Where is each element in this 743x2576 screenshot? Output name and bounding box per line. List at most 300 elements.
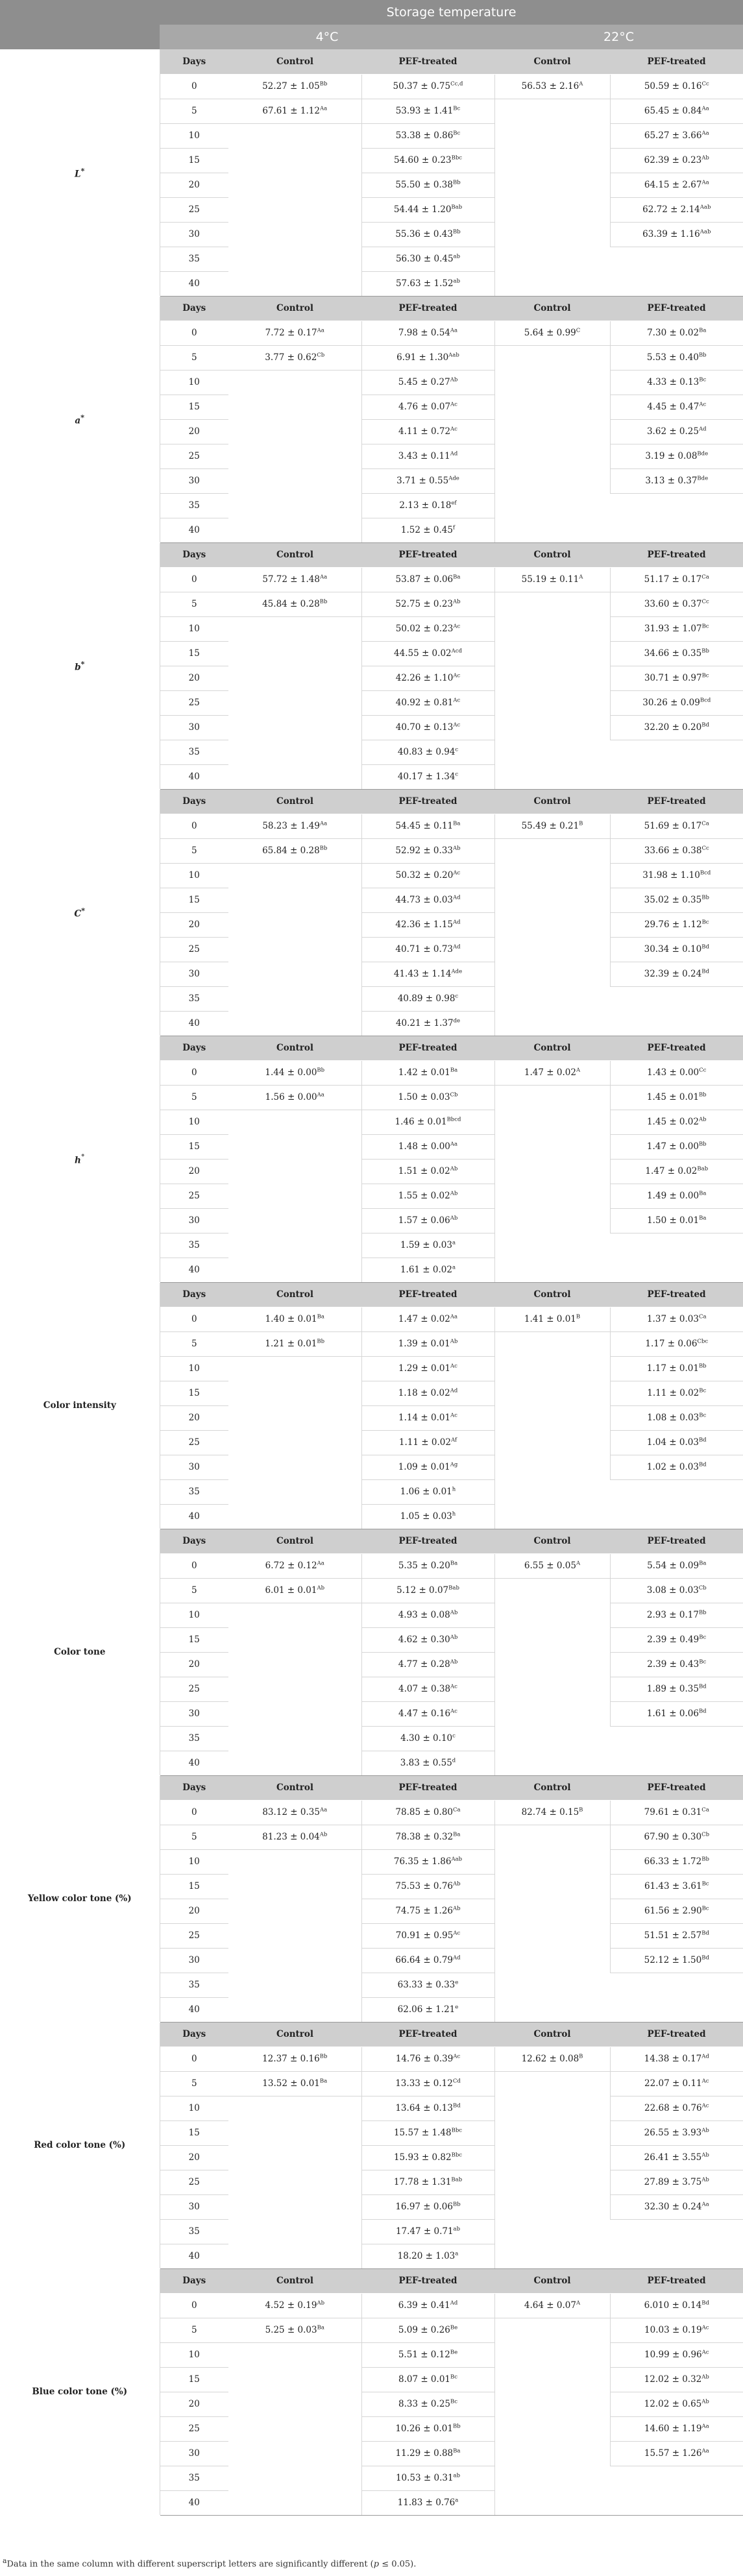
day-cell: 30 bbox=[160, 962, 228, 986]
p4-value-cell bbox=[361, 2342, 494, 2367]
day-cell: 30 bbox=[160, 1208, 228, 1233]
p4-value-cell bbox=[361, 1701, 494, 1726]
c4-value: 83.12 ± 0.35 bbox=[262, 1807, 320, 1817]
p4-value-cell bbox=[361, 888, 494, 912]
c22-value: 5.64 ± 0.99 bbox=[524, 328, 576, 338]
p4-value: 1.42 ± 0.01 bbox=[398, 1067, 450, 1078]
day-cell: 0 bbox=[160, 1307, 228, 1331]
day-cell: 5 bbox=[160, 1331, 228, 1356]
p22-significance: Bc bbox=[699, 1412, 707, 1419]
p4-significance: Ab bbox=[450, 1165, 458, 1173]
pef-22c-empty-cell bbox=[610, 493, 743, 542]
c22-significance: B bbox=[576, 1313, 581, 1320]
p22-value: 1.37 ± 0.03 bbox=[646, 1314, 699, 1324]
control-22c-column-header: Control bbox=[494, 1282, 610, 1307]
p22-value: 3.08 ± 0.03 bbox=[646, 1585, 699, 1596]
p4-value: 5.09 ± 0.26 bbox=[398, 2325, 450, 2335]
p4-value: 66.64 ± 0.79 bbox=[395, 1955, 453, 1965]
day-cell: 10 bbox=[160, 1110, 228, 1134]
pef-4c-column-header: PEF-treated bbox=[361, 49, 494, 74]
p4-value-cell bbox=[361, 1184, 494, 1208]
day-cell: 10 bbox=[160, 123, 228, 148]
p4-value-cell bbox=[361, 2416, 494, 2441]
p4-value-cell bbox=[361, 370, 494, 395]
p4-significance: ab bbox=[453, 2472, 461, 2479]
p4-value-cell bbox=[361, 419, 494, 444]
p22-significance: Cb bbox=[698, 1585, 707, 1592]
control-4c-empty-cell bbox=[228, 1110, 361, 1282]
p4-value: 13.64 ± 0.13 bbox=[395, 2103, 453, 2113]
day-cell: 5 bbox=[160, 345, 228, 370]
p4-value: 40.70 ± 0.13 bbox=[395, 722, 454, 733]
p4-significance: de bbox=[453, 1017, 461, 1025]
p22-value-cell bbox=[610, 74, 743, 99]
p22-value: 32.30 ± 0.24 bbox=[644, 2202, 702, 2212]
p4-value: 7.98 ± 0.54 bbox=[398, 328, 450, 338]
day-cell: 0 bbox=[160, 1060, 228, 1085]
day-cell: 35 bbox=[160, 1233, 228, 1258]
p22-value: 30.34 ± 0.10 bbox=[644, 944, 702, 954]
control-4c-empty-cell bbox=[228, 1603, 361, 1775]
p22-significance: Ab bbox=[701, 2127, 709, 2134]
p4-significance: Ba bbox=[450, 1067, 458, 1074]
p4-significance: Bab bbox=[451, 204, 463, 211]
day-cell: 40 bbox=[160, 271, 228, 296]
c4-significance: Aa bbox=[317, 1091, 324, 1099]
p4-significance: Bc bbox=[450, 2398, 458, 2405]
p4-significance: Bb bbox=[452, 2201, 461, 2208]
p4-significance: Aab bbox=[448, 352, 459, 359]
p22-value-cell bbox=[610, 1085, 743, 1110]
c4-significance: Bb bbox=[319, 845, 328, 852]
p22-significance: Bcd bbox=[700, 869, 711, 877]
p4-value-cell bbox=[361, 2441, 494, 2466]
p22-value-cell bbox=[610, 345, 743, 370]
pef-4c-column-header: PEF-treated bbox=[361, 2022, 494, 2047]
p22-significance: Cb bbox=[701, 1831, 710, 1838]
p4-value: 1.06 ± 0.01 bbox=[400, 1487, 452, 1497]
day-cell: 35 bbox=[160, 1479, 228, 1504]
p4-significance: Cb bbox=[450, 1091, 458, 1099]
parameter-label bbox=[0, 1775, 160, 2022]
day-cell: 0 bbox=[160, 1800, 228, 1825]
day-cell: 35 bbox=[160, 1973, 228, 1997]
p22-value: 27.89 ± 3.75 bbox=[644, 2177, 702, 2187]
p4-significance: h bbox=[452, 1486, 456, 1493]
control-22c-empty-cell bbox=[494, 2318, 610, 2515]
p22-value-cell bbox=[610, 99, 743, 123]
parameter-name: a bbox=[75, 415, 81, 426]
p22-value-cell bbox=[610, 1825, 743, 1849]
p22-value-cell bbox=[610, 962, 743, 986]
p22-value-cell bbox=[610, 567, 743, 592]
p22-value: 26.55 ± 3.93 bbox=[644, 2128, 702, 2138]
day-cell: 40 bbox=[160, 1751, 228, 1775]
p4-significance: Bb bbox=[452, 2423, 461, 2430]
day-cell: 10 bbox=[160, 1356, 228, 1381]
p22-significance: Ac bbox=[701, 2078, 709, 2085]
c22-value-cell bbox=[494, 2293, 610, 2318]
day-cell: 30 bbox=[160, 2194, 228, 2219]
day-cell: 30 bbox=[160, 468, 228, 493]
day-cell: 30 bbox=[160, 2441, 228, 2466]
p4-significance: Ac bbox=[453, 697, 461, 704]
p22-value: 10.03 ± 0.19 bbox=[644, 2325, 702, 2335]
p4-value: 78.38 ± 0.32 bbox=[395, 1832, 454, 1842]
parameter-name-superscript: ° bbox=[80, 1152, 85, 1161]
p4-value-cell bbox=[361, 173, 494, 197]
p22-value-cell bbox=[610, 468, 743, 493]
p4-value: 41.43 ± 1.14 bbox=[393, 969, 452, 979]
p22-significance: Bb bbox=[698, 1141, 707, 1148]
c22-value-cell bbox=[494, 1553, 610, 1578]
p4-value: 1.47 ± 0.02 bbox=[398, 1314, 450, 1324]
pef-4c-column-header: PEF-treated bbox=[361, 542, 494, 567]
p22-significance: Bd bbox=[698, 1461, 707, 1468]
p4-value-cell bbox=[361, 1997, 494, 2022]
p22-value: 1.47 ± 0.00 bbox=[646, 1141, 699, 1152]
p22-value-cell bbox=[610, 1184, 743, 1208]
p22-value: 2.93 ± 0.17 bbox=[646, 1610, 699, 1620]
p22-significance: Bb bbox=[701, 648, 709, 655]
day-cell: 0 bbox=[160, 1553, 228, 1578]
p4-value: 4.62 ± 0.30 bbox=[398, 1634, 450, 1645]
day-cell: 25 bbox=[160, 690, 228, 715]
p4-value: 3.43 ± 0.11 bbox=[398, 451, 450, 461]
p22-significance: Bc bbox=[699, 1387, 707, 1394]
p4-value-cell bbox=[361, 2219, 494, 2244]
p4-value: 40.17 ± 1.34 bbox=[397, 772, 456, 782]
p4-value-cell bbox=[361, 1677, 494, 1701]
day-cell: 15 bbox=[160, 1874, 228, 1899]
p22-value: 61.43 ± 3.61 bbox=[644, 1881, 702, 1891]
day-cell: 10 bbox=[160, 2342, 228, 2367]
p22-value: 2.39 ± 0.43 bbox=[647, 1659, 700, 1670]
p22-value-cell bbox=[610, 1677, 743, 1701]
c4-value: 67.61 ± 1.12 bbox=[262, 106, 320, 116]
p4-value-cell bbox=[361, 2170, 494, 2194]
p4-value-cell bbox=[361, 1973, 494, 1997]
p22-value-cell bbox=[610, 1430, 743, 1455]
day-cell: 5 bbox=[160, 838, 228, 863]
c22-value-cell bbox=[494, 321, 610, 345]
p22-significance: Bd bbox=[701, 1930, 709, 1937]
days-column-header: Days bbox=[160, 49, 228, 74]
p4-value: 2.13 ± 0.18 bbox=[399, 500, 452, 511]
c4-significance: Aa bbox=[319, 820, 328, 827]
day-cell: 25 bbox=[160, 2170, 228, 2194]
p22-value: 31.93 ± 1.07 bbox=[644, 624, 702, 634]
c4-value-cell bbox=[228, 2318, 361, 2342]
p4-value: 5.45 ± 0.27 bbox=[398, 377, 450, 387]
footnote-text-suffix: ≤ 0.05). bbox=[379, 2559, 417, 2570]
p22-significance: Bc bbox=[701, 919, 709, 926]
c22-significance: A bbox=[576, 2300, 581, 2307]
p22-value: 30.71 ± 0.97 bbox=[644, 673, 702, 683]
control-22c-empty-cell bbox=[494, 99, 610, 296]
p4-significance: Ba bbox=[453, 2448, 461, 2455]
p4-significance: Bbc bbox=[451, 2127, 463, 2134]
p4-significance: Bc bbox=[450, 2374, 458, 2381]
pef-22c-empty-cell bbox=[610, 1726, 743, 1775]
control-22c-empty-cell bbox=[494, 838, 610, 1036]
c4-significance: Bb bbox=[317, 1338, 325, 1345]
c4-significance: Ba bbox=[319, 2078, 328, 2085]
c4-value: 65.84 ± 0.28 bbox=[262, 845, 320, 856]
p22-value: 26.41 ± 3.55 bbox=[644, 2152, 702, 2163]
parameter-name-superscript: * bbox=[80, 659, 85, 668]
p22-value: 1.17 ± 0.01 bbox=[646, 1363, 699, 1374]
p22-value-cell bbox=[610, 321, 743, 345]
parameter-subheader-row bbox=[0, 1775, 743, 1800]
parameter-subheader-row bbox=[0, 1529, 743, 1553]
p22-value-cell bbox=[610, 197, 743, 222]
day-cell: 20 bbox=[160, 2145, 228, 2170]
c4-value: 1.21 ± 0.01 bbox=[265, 1339, 317, 1349]
control-22c-empty-cell bbox=[494, 1825, 610, 2022]
header-blank-cell bbox=[0, 0, 160, 25]
day-cell: 15 bbox=[160, 1134, 228, 1159]
p4-value-cell bbox=[361, 2466, 494, 2490]
p4-value: 11.83 ± 0.76 bbox=[397, 2497, 456, 2508]
p22-value-cell bbox=[610, 838, 743, 863]
p4-significance: Bb bbox=[452, 179, 461, 186]
p4-value-cell bbox=[361, 1430, 494, 1455]
p22-significance: Cbc bbox=[697, 1338, 709, 1345]
p4-value-cell bbox=[361, 2120, 494, 2145]
day-cell: 30 bbox=[160, 1701, 228, 1726]
p4-value-cell bbox=[361, 1726, 494, 1751]
c22-significance: B bbox=[579, 2053, 583, 2060]
p4-value: 1.59 ± 0.03 bbox=[400, 1240, 452, 1250]
p22-value: 1.43 ± 0.00 bbox=[647, 1067, 700, 1078]
p4-value-cell bbox=[361, 1110, 494, 1134]
p22-value-cell bbox=[610, 641, 743, 666]
parameter-label bbox=[0, 2268, 160, 2515]
day-cell: 25 bbox=[160, 1677, 228, 1701]
c4-significance: Aa bbox=[319, 1806, 328, 1814]
p4-value-cell bbox=[361, 838, 494, 863]
p4-significance: Ba bbox=[450, 1560, 458, 1567]
days-column-header: Days bbox=[160, 2022, 228, 2047]
p22-significance: Bb bbox=[698, 352, 707, 359]
pef-4c-column-header: PEF-treated bbox=[361, 789, 494, 814]
p22-significance: Ab bbox=[701, 2398, 709, 2405]
pef-22c-column-header: PEF-treated bbox=[610, 1036, 743, 1060]
day-cell: 35 bbox=[160, 2219, 228, 2244]
pef-4c-column-header: PEF-treated bbox=[361, 1282, 494, 1307]
p4-value-cell bbox=[361, 1874, 494, 1899]
day-cell: 40 bbox=[160, 2244, 228, 2268]
p4-significance: c bbox=[452, 1732, 456, 1740]
c4-value-cell bbox=[228, 1825, 361, 1849]
control-4c-column-header: Control bbox=[228, 49, 361, 74]
p22-significance: Bd bbox=[701, 968, 709, 975]
p22-value: 51.51 ± 2.57 bbox=[644, 1930, 702, 1941]
day-cell: 10 bbox=[160, 1603, 228, 1627]
p22-significance: Ca bbox=[698, 1313, 707, 1320]
c4-value-cell bbox=[228, 592, 361, 616]
c4-value-cell bbox=[228, 99, 361, 123]
temp-22c-header: 22°C bbox=[494, 25, 743, 49]
c4-value: 7.72 ± 0.17 bbox=[265, 328, 317, 338]
c4-value: 4.52 ± 0.19 bbox=[265, 2300, 317, 2311]
p22-significance: Ba bbox=[699, 1215, 707, 1222]
day-cell: 5 bbox=[160, 99, 228, 123]
control-4c-empty-cell bbox=[228, 370, 361, 542]
parameter-label bbox=[0, 2022, 160, 2268]
p22-value-cell bbox=[610, 2367, 743, 2392]
p4-value-cell bbox=[361, 1899, 494, 1923]
p22-value: 1.50 ± 0.01 bbox=[647, 1215, 700, 1226]
p22-value: 65.27 ± 3.66 bbox=[644, 130, 702, 141]
p22-significance: Bc bbox=[699, 376, 707, 383]
day-cell: 20 bbox=[160, 1652, 228, 1677]
day-cell: 10 bbox=[160, 616, 228, 641]
table-footnote bbox=[3, 2557, 416, 2569]
control-22c-column-header: Control bbox=[494, 789, 610, 814]
p4-significance: Ac bbox=[453, 2053, 461, 2060]
c22-value: 1.47 ± 0.02 bbox=[524, 1067, 576, 1078]
p4-value-cell bbox=[361, 986, 494, 1011]
pef-22c-column-header: PEF-treated bbox=[610, 1282, 743, 1307]
p4-significance: Aa bbox=[450, 1313, 458, 1320]
c22-value-cell bbox=[494, 814, 610, 838]
days-column-header: Days bbox=[160, 1282, 228, 1307]
parameter-name: Blue color tone (%) bbox=[32, 2387, 128, 2397]
p4-value-cell bbox=[361, 123, 494, 148]
parameter-label bbox=[0, 296, 160, 542]
p4-significance: Aa bbox=[450, 1141, 458, 1148]
p22-value: 33.60 ± 0.37 bbox=[644, 599, 702, 609]
p22-significance: Ab bbox=[701, 2374, 709, 2381]
day-cell: 25 bbox=[160, 2416, 228, 2441]
control-22c-empty-cell bbox=[494, 345, 610, 542]
p4-value-cell bbox=[361, 468, 494, 493]
p4-value-cell bbox=[361, 2244, 494, 2268]
p4-value-cell bbox=[361, 863, 494, 888]
c22-value-cell bbox=[494, 567, 610, 592]
day-cell: 5 bbox=[160, 592, 228, 616]
p4-significance: Ad bbox=[453, 943, 461, 951]
p22-significance: Ac bbox=[701, 2324, 709, 2331]
p22-significance: Bde bbox=[697, 475, 709, 482]
pef-22c-column-header: PEF-treated bbox=[610, 789, 743, 814]
p4-significance: Bbcd bbox=[446, 1116, 461, 1123]
storage-temperature-header: Storage temperature bbox=[160, 0, 743, 25]
p22-value: 3.13 ± 0.37 bbox=[645, 476, 698, 486]
p22-significance: Ba bbox=[699, 1190, 707, 1197]
p4-value-cell bbox=[361, 1233, 494, 1258]
p4-value: 76.35 ± 1.86 bbox=[393, 1856, 452, 1867]
days-column-header: Days bbox=[160, 789, 228, 814]
p4-value-cell bbox=[361, 567, 494, 592]
p22-value: 5.53 ± 0.40 bbox=[646, 352, 699, 363]
p22-value: 1.08 ± 0.03 bbox=[647, 1413, 700, 1423]
day-cell: 15 bbox=[160, 1381, 228, 1405]
day-cell: 15 bbox=[160, 2367, 228, 2392]
parameter-label bbox=[0, 1282, 160, 1529]
parameter-label bbox=[0, 542, 160, 789]
p22-value: 52.12 ± 1.50 bbox=[644, 1955, 702, 1965]
p22-value-cell bbox=[610, 1405, 743, 1430]
p4-significance: ef bbox=[451, 500, 457, 507]
p4-significance: Ad bbox=[453, 894, 461, 901]
day-cell: 5 bbox=[160, 2318, 228, 2342]
p4-value-cell bbox=[361, 616, 494, 641]
p4-significance: Ade bbox=[448, 475, 459, 482]
p22-significance: Ad bbox=[698, 426, 707, 433]
parameter-subheader-row bbox=[0, 1282, 743, 1307]
p22-value: 1.45 ± 0.01 bbox=[646, 1092, 699, 1102]
c22-significance: B bbox=[579, 820, 583, 827]
p4-significance: a bbox=[455, 2497, 459, 2504]
p22-significance: Ac bbox=[699, 401, 707, 408]
day-cell: 40 bbox=[160, 518, 228, 542]
c22-significance: B bbox=[579, 1806, 583, 1814]
p22-value-cell bbox=[610, 419, 743, 444]
c22-value: 56.53 ± 2.16 bbox=[521, 81, 579, 91]
day-cell: 40 bbox=[160, 1011, 228, 1036]
days-column-header: Days bbox=[160, 1775, 228, 1800]
p4-value: 52.92 ± 0.33 bbox=[395, 845, 453, 856]
c4-value: 13.52 ± 0.01 bbox=[262, 2078, 320, 2089]
p22-significance: Bc bbox=[701, 1905, 709, 1912]
p22-value-cell bbox=[610, 592, 743, 616]
c4-value-cell bbox=[228, 814, 361, 838]
p22-value-cell bbox=[610, 1553, 743, 1578]
p4-significance: Bbc bbox=[451, 154, 463, 162]
p4-value: 15.93 ± 0.82 bbox=[393, 2152, 452, 2163]
p4-significance: Bab bbox=[451, 2176, 463, 2183]
c4-value: 1.40 ± 0.01 bbox=[265, 1314, 317, 1324]
c4-significance: Bb bbox=[319, 2053, 328, 2060]
c4-significance: Aa bbox=[319, 574, 328, 581]
pef-22c-empty-cell bbox=[610, 1233, 743, 1282]
p4-value-cell bbox=[361, 2047, 494, 2071]
p4-value: 44.73 ± 0.03 bbox=[395, 895, 453, 905]
p22-value-cell bbox=[610, 1134, 743, 1159]
day-cell: 25 bbox=[160, 444, 228, 468]
p4-significance: Ag bbox=[450, 1461, 458, 1468]
p4-value: 53.38 ± 0.86 bbox=[395, 130, 454, 141]
c4-significance: Cb bbox=[317, 352, 325, 359]
control-4c-column-header: Control bbox=[228, 1036, 361, 1060]
day-cell: 5 bbox=[160, 1578, 228, 1603]
p4-value-cell bbox=[361, 1751, 494, 1775]
p4-significance: Be bbox=[450, 2324, 458, 2331]
p4-value: 55.36 ± 0.43 bbox=[395, 229, 453, 239]
p4-value-cell bbox=[361, 1800, 494, 1825]
p22-value-cell bbox=[610, 2342, 743, 2367]
p4-significance: Ac bbox=[450, 1708, 457, 1715]
p4-value-cell bbox=[361, 1356, 494, 1381]
c22-significance: A bbox=[579, 574, 583, 581]
p4-value: 1.50 ± 0.03 bbox=[398, 1092, 450, 1102]
p4-value: 10.53 ± 0.31 bbox=[395, 2473, 454, 2483]
control-22c-column-header: Control bbox=[494, 49, 610, 74]
control-4c-empty-cell bbox=[228, 863, 361, 1036]
p22-value-cell bbox=[610, 1331, 743, 1356]
p22-value-cell bbox=[610, 2441, 743, 2466]
p4-value: 4.77 ± 0.28 bbox=[398, 1659, 450, 1670]
p22-value-cell bbox=[610, 1455, 743, 1479]
p22-significance: Ac bbox=[701, 2102, 709, 2109]
p22-value: 31.98 ± 1.10 bbox=[642, 870, 700, 881]
c4-value-cell bbox=[228, 1553, 361, 1578]
p22-value-cell bbox=[610, 1948, 743, 1973]
p4-value-cell bbox=[361, 1011, 494, 1036]
